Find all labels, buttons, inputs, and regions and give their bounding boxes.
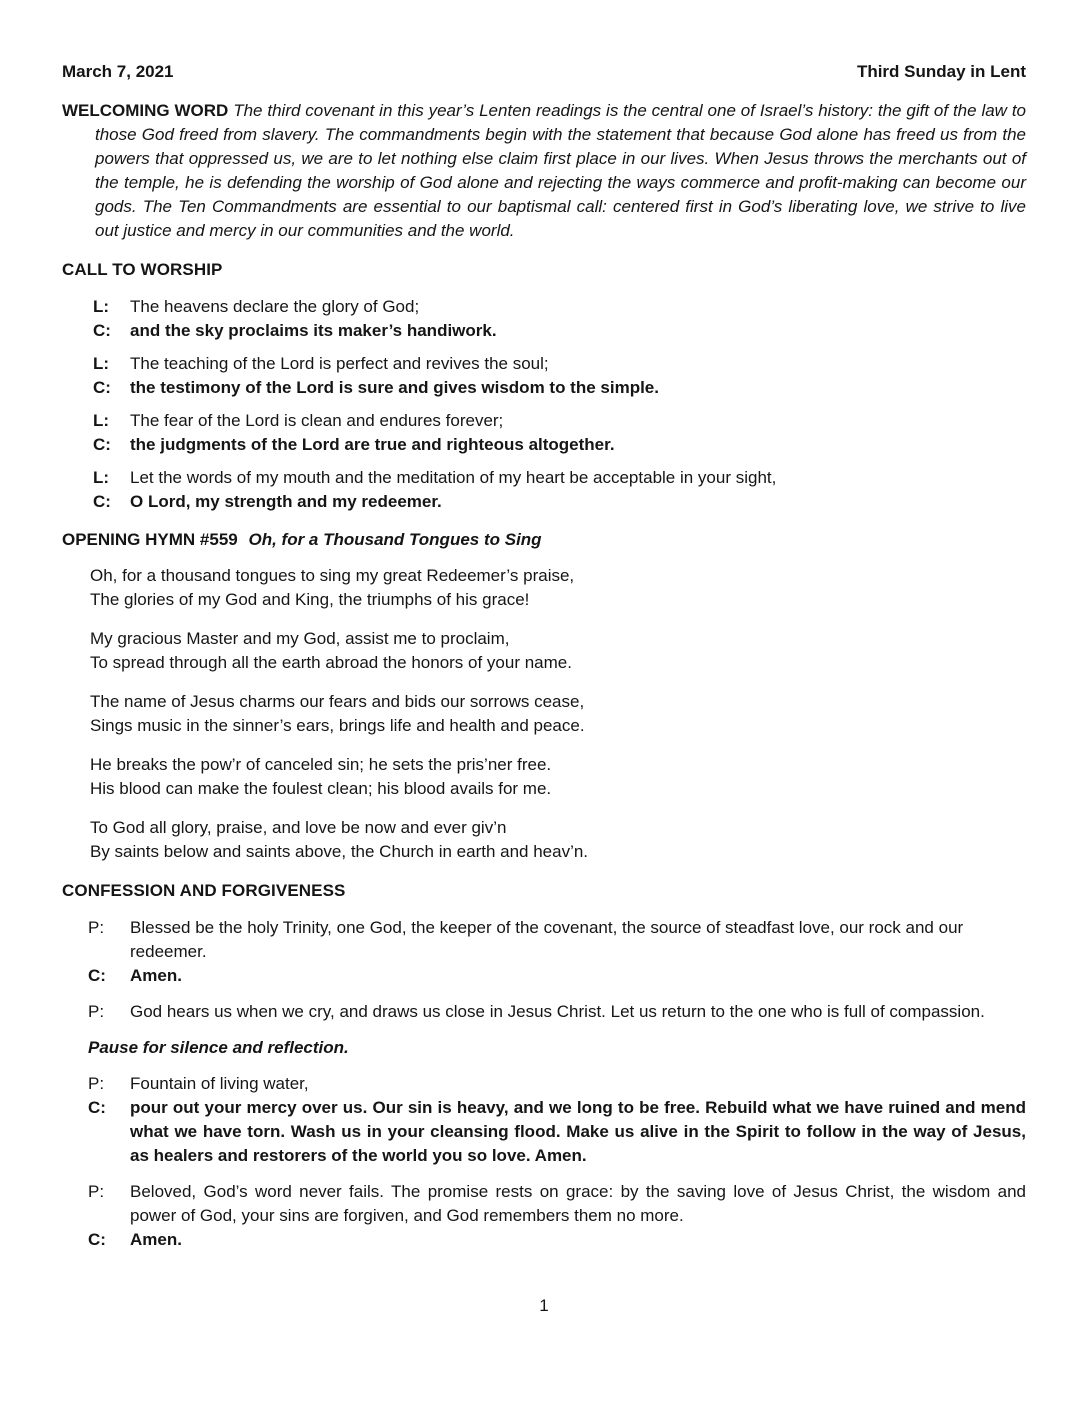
presider-label: P: bbox=[88, 918, 105, 937]
presider-line bbox=[88, 1072, 1026, 1096]
hymn-verse bbox=[90, 564, 1026, 612]
congregation-text: O Lord, my strength and my redeemer. bbox=[130, 492, 442, 511]
confession-exchange bbox=[88, 1000, 1026, 1024]
leader-line bbox=[93, 466, 1026, 490]
welcoming-word-text: The third covenant in this year’s Lenten readings is the central one of Israel’s history: the gift of the law to those God freed from slavery. The commandments begin with the statement that because God alone has freed us from the powers that oppressed us, we are to let nothing else claim first place in our lives. When Jesus throws the merchants out of the temple, he is defending the worship of God alone and rejecting the ways commerce and profit-making can become our gods. The Ten Commandments are essential to our baptismal call: centered first in God’s liberating love, we strive to live out justice and mercy in our communities and the world. bbox=[95, 101, 1026, 240]
confession-exchange bbox=[88, 1072, 1026, 1168]
congregation-line bbox=[93, 319, 1026, 343]
hymn-verse-line: Oh, for a thousand tongues to sing my great Redeemer’s praise, bbox=[90, 566, 575, 585]
leader-text: The fear of the Lord is clean and endures forever; bbox=[130, 411, 504, 430]
congregation-label: C: bbox=[93, 492, 111, 511]
congregation-line bbox=[88, 1228, 1026, 1252]
leader-label: L: bbox=[93, 468, 110, 487]
congregation-text: Amen. bbox=[130, 966, 182, 985]
congregation-line bbox=[88, 1096, 1026, 1168]
congregation-text: Amen. bbox=[130, 1230, 182, 1249]
congregation-label: C: bbox=[93, 378, 111, 397]
leader-label: L: bbox=[93, 411, 110, 430]
occasion-label: Third Sunday in Lent bbox=[856, 62, 1026, 81]
versicle-pair bbox=[62, 352, 1026, 400]
presider-line bbox=[88, 1000, 1026, 1024]
hymn-verse-line: His blood can make the foulest clean; his blood avails for me. bbox=[90, 779, 552, 798]
hymn-verse bbox=[90, 753, 1026, 801]
welcoming-word-paragraph bbox=[62, 99, 1026, 243]
hymn-verse bbox=[90, 816, 1026, 864]
presider-text: Beloved, God’s word never fails. The promise rests on grace: by the saving love of Jesus Christ, the wisdom and power of God, your sins are forgiven, and God remembers them no more. bbox=[130, 1182, 1026, 1225]
presider-text: God hears us when we cry, and draws us close in Jesus Christ. Let us return to the one who is full of compassion. bbox=[130, 1002, 985, 1021]
presider-text: Blessed be the holy Trinity, one God, the keeper of the covenant, the source of steadfast love, our rock and our redeemer. bbox=[130, 918, 964, 961]
leader-label: L: bbox=[93, 297, 110, 316]
confession-heading: CONFESSION AND FORGIVENESS bbox=[62, 881, 346, 900]
date-label: March 7, 2021 bbox=[62, 62, 174, 81]
versicle-pair bbox=[62, 409, 1026, 457]
congregation-label: C: bbox=[93, 435, 111, 454]
leader-text: The heavens declare the glory of God; bbox=[130, 297, 420, 316]
confession-exchange bbox=[88, 916, 1026, 988]
hymn-verse-line: The glories of my God and King, the triumphs of his grace! bbox=[90, 590, 530, 609]
presider-label: P: bbox=[88, 1182, 105, 1201]
presider-line bbox=[88, 1180, 1026, 1228]
leader-line bbox=[93, 409, 1026, 433]
call-to-worship-heading: CALL TO WORSHIP bbox=[62, 260, 223, 279]
hymn-verse bbox=[90, 627, 1026, 675]
congregation-text: the judgments of the Lord are true and righteous altogether. bbox=[130, 435, 615, 454]
congregation-text: the testimony of the Lord is sure and gives wisdom to the simple. bbox=[130, 378, 659, 397]
hymn-verse-line: The name of Jesus charms our fears and bids our sorrows cease, bbox=[90, 692, 585, 711]
hymn-verse-line: To spread through all the earth abroad the honors of your name. bbox=[90, 653, 572, 672]
hymn-number: #559 bbox=[199, 530, 238, 549]
leader-line bbox=[93, 295, 1026, 319]
leader-label: L: bbox=[93, 354, 110, 373]
presider-text: Fountain of living water, bbox=[130, 1074, 309, 1093]
congregation-label: C: bbox=[88, 1230, 106, 1249]
hymn-verse-line: My gracious Master and my God, assist me to proclaim, bbox=[90, 629, 510, 648]
hymn-title: Oh, for a Thousand Tongues to Sing bbox=[248, 530, 542, 549]
hymn-verse-line: He breaks the pow’r of canceled sin; he sets the pris’ner free. bbox=[90, 755, 552, 774]
congregation-text: and the sky proclaims its maker’s handiwork. bbox=[130, 321, 497, 340]
leader-text: The teaching of the Lord is perfect and revives the soul; bbox=[130, 354, 549, 373]
congregation-line bbox=[93, 376, 1026, 400]
versicle-pair bbox=[62, 466, 1026, 514]
opening-hymn-heading: OPENING HYMN bbox=[62, 530, 196, 549]
welcoming-word-heading: WELCOMING WORD bbox=[62, 101, 229, 120]
congregation-line bbox=[88, 964, 1026, 988]
leader-line bbox=[93, 352, 1026, 376]
silence-rubric: Pause for silence and reflection. bbox=[88, 1038, 349, 1057]
hymn-verse-line: Sings music in the sinner’s ears, brings life and health and peace. bbox=[90, 716, 585, 735]
presider-label: P: bbox=[88, 1074, 105, 1093]
congregation-line bbox=[93, 490, 1026, 514]
hymn-verse-line: By saints below and saints above, the Church in earth and heav’n. bbox=[90, 842, 589, 861]
page-number: 1 bbox=[539, 1296, 549, 1315]
congregation-text: pour out your mercy over us. Our sin is heavy, and we long to be free. Rebuild what we have ruined and mend what we have torn. Wash us in your cleansing flood. Make us alive in the Spirit to follow in the way of Jesus, as healers and restorers of the world you so love. Amen. bbox=[130, 1098, 1026, 1165]
opening-hymn-heading-line bbox=[62, 528, 1026, 552]
document-header bbox=[62, 60, 1026, 84]
leader-text: Let the words of my mouth and the meditation of my heart be acceptable in your sight, bbox=[130, 468, 777, 487]
congregation-label: C: bbox=[88, 966, 106, 985]
presider-label: P: bbox=[88, 1002, 105, 1021]
hymn-verse bbox=[90, 690, 1026, 738]
congregation-label: C: bbox=[93, 321, 111, 340]
hymn-verse-line: To God all glory, praise, and love be now and ever giv’n bbox=[90, 818, 507, 837]
congregation-label: C: bbox=[88, 1098, 106, 1117]
confession-exchange bbox=[88, 1180, 1026, 1252]
presider-line bbox=[88, 916, 1026, 964]
congregation-line bbox=[93, 433, 1026, 457]
versicle-pair bbox=[62, 295, 1026, 343]
